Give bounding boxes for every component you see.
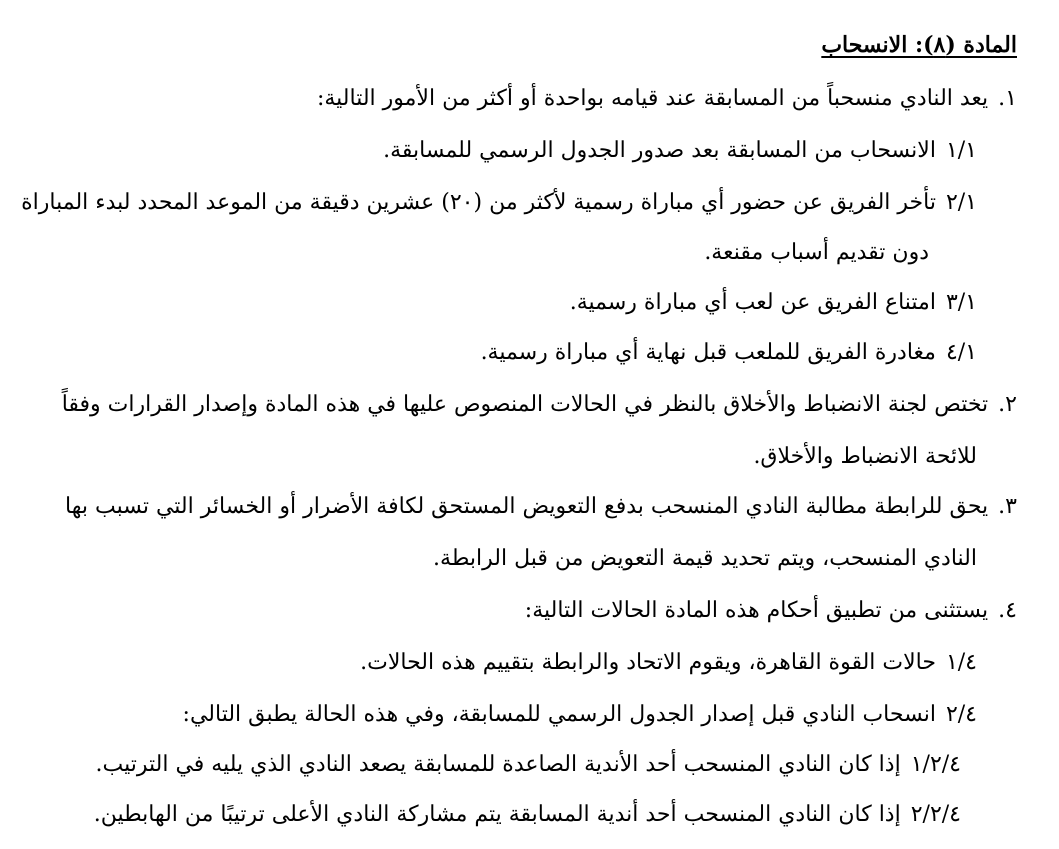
item-text: يعد النادي منسحباً من المسابقة عند قيامه بواحدة أو أكثر من الأمور التالية: (316, 86, 989, 111)
article-title: المادة (٨): الانسحاب (821, 32, 1017, 58)
item-number: ١/١ (945, 138, 977, 163)
item-number: ٣/١ (945, 290, 977, 315)
item-text: انسحاب النادي قبل إصدار الجدول الرسمي للمسابقة، وفي هذه الحالة يطبق التالي: (182, 702, 936, 727)
item-text: تختص لجنة الانضباط والأخلاق بالنظر في الحالات المنصوص عليها في هذه المادة وإصدار القرارات وفقاً (61, 392, 989, 417)
list-item (94, 800, 961, 830)
item-text: إذا كان النادي المنسحب أحد الأندية الصاعدة للمسابقة يصعد النادي الذي يليه في الترتيب. (95, 752, 901, 777)
list-item (383, 136, 977, 166)
list-item (183, 700, 977, 730)
item-number: ٢/٤ (945, 702, 977, 727)
item-number: ٤. (998, 598, 1017, 623)
list-item (65, 492, 1017, 522)
list-item (317, 84, 1017, 114)
item-text: الانسحاب من المسابقة بعد صدور الجدول الرسمي للمسابقة. (383, 138, 936, 163)
list-item (96, 750, 961, 780)
list-item (481, 338, 977, 368)
item-number: ١/٤ (945, 650, 977, 675)
item-number: ٤/١ (945, 340, 977, 365)
list-item (525, 596, 1017, 626)
item-continuation: دون تقديم أسباب مقنعة. (704, 240, 929, 265)
list-item (21, 188, 977, 218)
item-number: ٣. (998, 494, 1017, 519)
item-text: يحق للرابطة مطالبة النادي المنسحب بدفع التعويض المستحق لكافة الأضرار أو الخسائر التي تسبب بها (65, 494, 989, 519)
item-text: مغادرة الفريق للملعب قبل نهاية أي مباراة رسمية. (480, 340, 936, 365)
item-text: إذا كان النادي المنسحب أحد أندية المسابقة يتم مشاركة النادي الأعلى ترتيبًا من الهابطين. (93, 802, 901, 827)
list-item (62, 390, 1017, 420)
item-text: حالات القوة القاهرة، ويقوم الاتحاد والرابطة بتقييم هذه الحالات. (360, 650, 936, 675)
item-number: ١/٢/٤ (910, 752, 961, 777)
item-number: ٢/١ (945, 190, 977, 215)
list-item (360, 648, 977, 678)
item-text: امتناع الفريق عن لعب أي مباراة رسمية. (569, 290, 936, 315)
item-number: ٢/٢/٤ (910, 802, 961, 827)
item-text: تأخر الفريق عن حضور أي مباراة رسمية لأكثر من (٢٠) عشرين دقيقة من الموعد المحدد لبدء المباراة (21, 190, 936, 215)
list-item (570, 288, 977, 318)
item-continuation: للائحة الانضباط والأخلاق. (753, 444, 977, 469)
item-number: ٢. (998, 392, 1017, 417)
item-text: يستثنى من تطبيق أحكام هذه المادة الحالات التالية: (524, 598, 989, 623)
item-continuation: النادي المنسحب، ويتم تحديد قيمة التعويض من قبل الرابطة. (433, 546, 977, 571)
item-number: ١. (998, 86, 1017, 111)
